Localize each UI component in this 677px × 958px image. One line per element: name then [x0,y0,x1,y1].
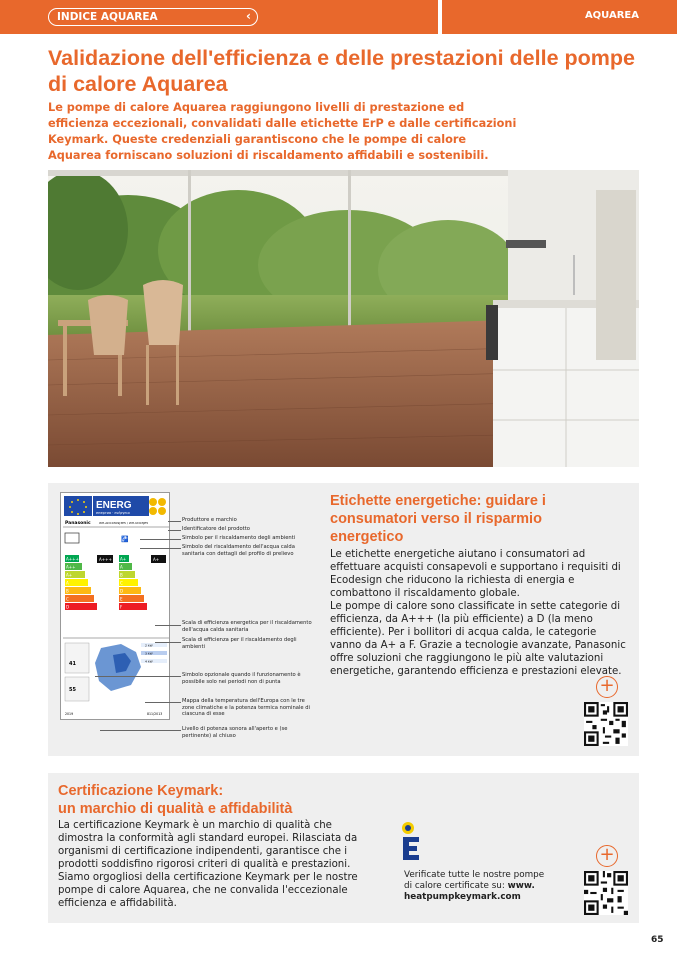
svg-text:4 kW: 4 kW [145,659,153,664]
top-bar [0,0,677,34]
leader-line [140,548,181,549]
svg-text:A++: A++ [66,564,76,570]
leader-line [140,539,181,540]
plus-icon[interactable]: + [596,845,618,867]
energy-label-image [60,492,170,720]
svg-text:2 kW: 2 kW [145,643,153,648]
keymark-logo [400,820,422,868]
svg-text:F: F [120,604,123,610]
leader-line [145,702,181,703]
svg-text:D: D [66,604,70,610]
energy-label-brand: Panasonic [65,521,91,526]
keymark-section-body: La certificazione Keymark è un marchio di qualità che dimostra la conformità agli standard europei. Rilasciata da organismi di certificazione indipendenti, garantisce che i prodotti soddisfino rigorosi criteri di qualità e prestazioni. Siamo orgogliosi della certificazione Keymark per le nostre pompe di calore Aquarea, che ne convalida l'eccezionale efficienza e affidabilità. [58,820,358,909]
kitchen-photo [48,170,639,467]
leader-line [155,625,181,626]
leader-line [155,642,181,643]
verify-text: Verificate tutte le nostre pompe di calore certificate su: [404,870,545,891]
index-button[interactable] [48,8,258,26]
svg-text:B: B [66,588,69,594]
svg-text:A+: A+ [120,556,127,562]
leader-line [168,521,181,522]
callout: Simbolo per il riscaldamento degli ambienti [182,535,296,541]
callout: Scala di efficienza per il riscaldamento degli ambienti [182,637,297,650]
svg-text:C: C [120,580,123,586]
intro-text: Le pompe di calore Aquarea raggiungono livelli di prestazione ed efficienza eccezionali, convalidati dalle etichette ErP e dalle certificazioni Keymark. Queste credenziali garantiscono che le pompe di calore Aquarea forniscano soluzioni di riscaldamento affidabili e sostenibili. [48,101,517,162]
qr-code-keymark[interactable] [584,871,628,915]
keymark-section-title: Certificazione Keymark: un marchio di qualità e affidabilità [58,783,293,817]
svg-text:A: A [120,564,123,570]
energy-section-body: Le etichette energetiche aiutano i consumatori ad effettuare acquisti consapevoli e supportano i requisiti di Ecodesign che riducono la richiesta di energia e combattono il riscaldamento globale. Le pompe di calore sono classificate in sette categorie di efficienza, da A+++ (la più efficiente) a D (la meno efficiente). Per i bollitori di acqua calda, le categorie vanno da A+ a F. Grazie a tecnologie avanzate, Panasonic offre soluzioni che raggiungono le più alte valutazioni energetiche, garantendo efficienza e prestazioni elevate. [330,549,626,677]
chevron-left-icon: ‹ [246,9,251,23]
page-title: Validazione dell'efficienza e delle prestazioni delle pompe di calore Aquarea [48,46,635,96]
svg-text:55: 55 [69,687,76,693]
svg-text:A+++: A+++ [66,556,79,562]
leader-line [95,676,181,677]
callout: Scala di efficienza energetica per il riscaldamento dell'acqua calda sanitaria [182,620,312,633]
leader-line [168,530,181,531]
svg-text:2019: 2019 [65,712,74,716]
qr-code-energy[interactable] [584,702,628,746]
callout: Mappa della temperatura dell'Europa con le tre zone climatiche e la potenza termica nominale di ciascuna di esse [182,698,310,717]
svg-text:3 kW: 3 kW [145,651,153,656]
svg-text:A+: A+ [66,572,73,578]
svg-text:A: A [66,580,69,586]
svg-text:🚰: 🚰 [121,536,129,543]
plus-icon[interactable]: + [596,676,618,698]
callout: Identificatore del prodotto [182,526,250,532]
callout: Livello di potenza sonora all'aperto e (se pertinente) al chiuso [182,726,288,739]
callout: Simbolo opzionale quando il funzionamento è possibile solo nei periodi non di punta [182,672,301,685]
keymark-verify [404,870,554,903]
page-number: 65 [651,935,664,945]
rating-left: A+++ [99,557,112,562]
callout: Simbolo del riscaldamento dell'acqua calda sanitaria con dettagli del profilo di prelievo [182,544,295,557]
energy-label-model: WH-ADC0309J3E5 / WH-UD03JE5 [99,521,149,525]
energy-section-title: Etichette energetiche: guidare i consumatori verso il risparmio energetico [330,493,546,545]
divider [438,0,442,34]
section-label: AQUAREA [584,10,639,21]
rating-right: A+ [153,557,160,562]
svg-text:E: E [120,596,123,602]
energy-label-header: ENERG [96,500,132,511]
svg-text:D: D [120,588,124,594]
index-label: INDICE AQUAREA [57,11,158,23]
leader-line [100,730,181,731]
callout: Produttore e marchio [182,517,237,523]
energy-label-subheader: енергия · ενέργεια [96,511,130,515]
svg-text:B: B [120,572,123,578]
verify-link[interactable]: www. heatpumpkeymark.com [404,881,535,902]
svg-text:811/2013: 811/2013 [147,712,163,716]
svg-text:C: C [66,596,69,602]
svg-text:41: 41 [69,661,76,667]
